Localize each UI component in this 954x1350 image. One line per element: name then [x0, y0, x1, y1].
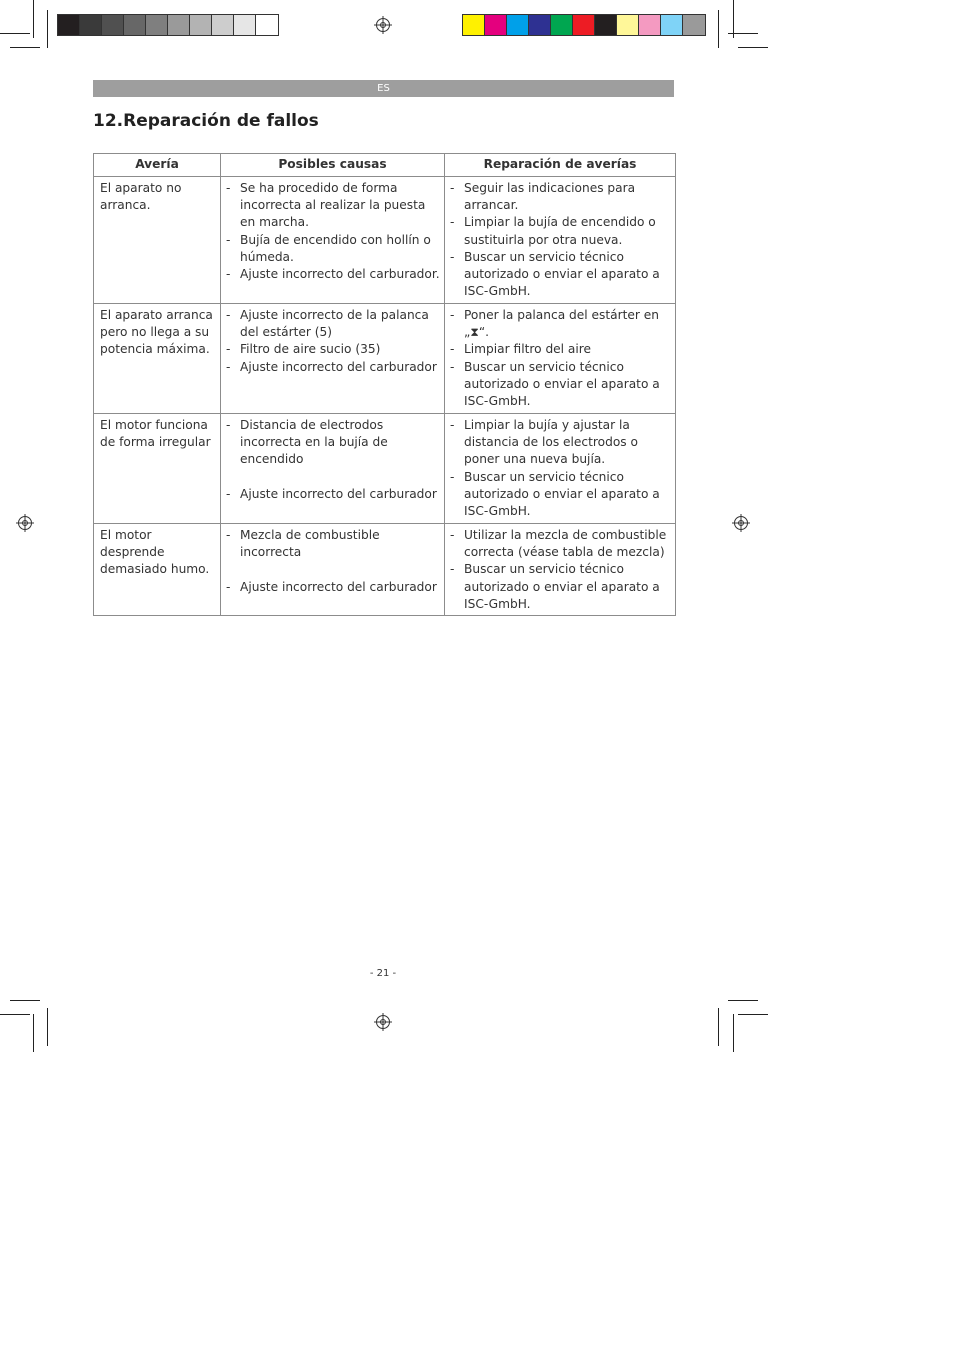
crop-mark	[10, 1000, 40, 1001]
list-item: - Ajuste incorrecto del carburador	[226, 359, 440, 376]
color-swatch	[80, 15, 102, 35]
remedies-cell	[445, 304, 676, 414]
color-swatch	[58, 15, 80, 35]
color-swatch	[463, 15, 485, 35]
list-item: - Ajuste incorrecto del carburador	[226, 579, 440, 596]
causes-cell	[221, 177, 445, 304]
remedies-cell	[445, 414, 676, 524]
color-swatch	[102, 15, 124, 35]
crop-mark	[738, 1014, 768, 1015]
remedies-cell	[445, 524, 676, 616]
table-row	[94, 524, 676, 616]
color-swatch	[683, 15, 705, 35]
list-item: - Seguir las indicaciones para arrancar.	[450, 180, 667, 214]
color-swatch	[168, 15, 190, 35]
color-swatch	[256, 15, 278, 35]
crop-mark	[718, 1008, 719, 1046]
fault-cell: El motor funciona de forma irregular	[94, 414, 221, 524]
color-swatch	[190, 15, 212, 35]
crop-mark	[718, 10, 719, 48]
list-item: - Utilizar la mezcla de combustible correcta (véase tabla de mezcla)	[450, 527, 667, 561]
crop-mark	[47, 1008, 48, 1046]
color-swatch	[212, 15, 234, 35]
causes-cell	[221, 414, 445, 524]
table-row	[94, 304, 676, 414]
list-item: - Distancia de electrodos incorrecta en la bujía de encendido	[226, 417, 440, 469]
list-item: - Limpiar la bujía y ajustar la distancia de los electrodos o poner una nueva bujía.	[450, 417, 667, 469]
color-swatch	[146, 15, 168, 35]
remedies-cell	[445, 177, 676, 304]
color-swatch	[485, 15, 507, 35]
causes-cell	[221, 304, 445, 414]
list-item: - Limpiar filtro del aire	[450, 341, 667, 358]
list-item: - Buscar un servicio técnico autorizado o enviar el aparato a ISC-GmbH.	[450, 469, 667, 521]
list-item: - Mezcla de combustible incorrecta	[226, 527, 440, 561]
color-swatch	[639, 15, 661, 35]
language-bar	[93, 80, 674, 97]
registration-mark-icon	[376, 18, 390, 32]
crop-mark	[728, 33, 758, 34]
registration-mark-icon	[18, 516, 32, 530]
list-item: - Buscar un servicio técnico autorizado o enviar el aparato a ISC-GmbH.	[450, 561, 667, 613]
page-number: - 21 -	[369, 968, 397, 979]
color-swatch	[595, 15, 617, 35]
table-row	[94, 414, 676, 524]
column-header-causes: Posibles causas	[221, 154, 445, 177]
column-header-remedies: Reparación de averías	[445, 154, 676, 177]
causes-cell	[221, 524, 445, 616]
color-swatch	[573, 15, 595, 35]
crop-mark	[0, 1014, 30, 1015]
crop-mark	[33, 1014, 34, 1052]
table-header-row	[94, 154, 676, 177]
column-header-fault: Avería	[94, 154, 221, 177]
color-swatch	[124, 15, 146, 35]
list-item: - Ajuste incorrecto del carburador	[226, 486, 440, 503]
registration-mark-icon	[734, 516, 748, 530]
color-swatch	[507, 15, 529, 35]
list-item: - Ajuste incorrecto de la palanca del estárter (5)	[226, 307, 440, 341]
list-item: - Buscar un servicio técnico autorizado o enviar el aparato a ISC-GmbH.	[450, 249, 667, 301]
color-swatch	[529, 15, 551, 35]
crop-mark	[733, 1014, 734, 1052]
color-swatch	[617, 15, 639, 35]
list-item: - Filtro de aire sucio (35)	[226, 341, 440, 358]
section-title: 12.Reparación de fallos	[93, 111, 319, 131]
troubleshooting-table	[93, 153, 676, 616]
language-code: ES	[377, 83, 390, 94]
crop-mark	[47, 10, 48, 48]
color-swatch	[234, 15, 256, 35]
fault-cell: El aparato no arranca.	[94, 177, 221, 304]
list-item: - Limpiar la bujía de encendido o sustituirla por otra nueva.	[450, 214, 667, 248]
process-color-strip	[462, 14, 706, 36]
list-item: - Poner la palanca del estárter en „⧗“.	[450, 307, 667, 341]
fault-cell: El motor desprende demasiado humo.	[94, 524, 221, 616]
crop-mark	[33, 0, 34, 38]
list-item: - Bujía de encendido con hollín o húmeda.	[226, 232, 440, 266]
fault-cell: El aparato arranca pero no llega a su potencia máxima.	[94, 304, 221, 414]
grayscale-color-strip	[57, 14, 279, 36]
color-swatch	[661, 15, 683, 35]
list-item: - Buscar un servicio técnico autorizado o enviar el aparato a ISC-GmbH.	[450, 359, 667, 411]
table-row	[94, 177, 676, 304]
list-item: - Ajuste incorrecto del carburador.	[226, 266, 440, 283]
crop-mark	[728, 1000, 758, 1001]
crop-mark	[738, 47, 768, 48]
crop-mark	[0, 33, 30, 34]
registration-mark-icon	[376, 1015, 390, 1029]
list-item: - Se ha procedido de forma incorrecta al realizar la puesta en marcha.	[226, 180, 440, 232]
crop-mark	[10, 47, 40, 48]
color-swatch	[551, 15, 573, 35]
